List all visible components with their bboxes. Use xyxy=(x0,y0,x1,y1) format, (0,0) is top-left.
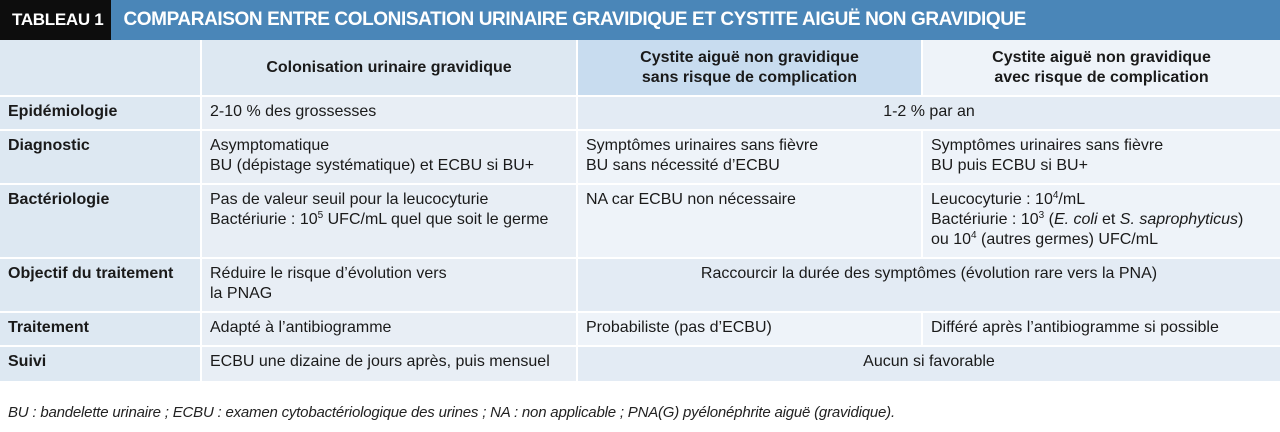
cell-line: Pas de valeur seuil pour la leucocyturie xyxy=(210,191,489,208)
cell-line xyxy=(931,210,1272,230)
text-part: et xyxy=(1097,211,1120,228)
cell-line xyxy=(210,210,568,230)
row-label: Objectif du traitement xyxy=(0,258,201,312)
row-label: Epidémiologie xyxy=(0,96,201,130)
cell-line xyxy=(931,230,1272,250)
cell-line: la PNAG xyxy=(210,285,273,302)
species-name: S. saprophyticus xyxy=(1119,211,1239,228)
text-part: /mL xyxy=(1058,191,1086,208)
cell-epidemiologie-col23: 1-2 % par an xyxy=(577,96,1280,130)
cell-line: Asymptomatique xyxy=(210,137,330,154)
cell-traitement-col3: Différé après l’antibiogramme si possible xyxy=(922,312,1280,346)
cell-diagnostic-col3 xyxy=(922,130,1280,184)
row-label: Diagnostic xyxy=(0,130,201,184)
table-number-tag: TABLEAU 1 xyxy=(0,0,111,40)
cell-line: Symptômes urinaires sans fièvre xyxy=(586,137,819,154)
row-epidemiologie xyxy=(0,96,1280,130)
cell-line: BU (dépistage systématique) et ECBU si BU+ xyxy=(210,157,535,174)
header-colonisation: Colonisation urinaire gravidique xyxy=(201,40,577,96)
header-cystite-sans-risque xyxy=(577,40,922,96)
cell-line: BU puis ECBU si BU+ xyxy=(931,157,1088,174)
table-footnote: BU : bandelette urinaire ; ECBU : examen cytobactériologique des urines ; NA : non applicable ; PNA(G) pyélonéphrite aiguë (gravidique). xyxy=(8,404,895,421)
cell-line: Symptômes urinaires sans fièvre xyxy=(931,137,1164,154)
row-bacteriologie xyxy=(0,184,1280,258)
row-label: Suivi xyxy=(0,346,201,382)
cell-diagnostic-col1 xyxy=(201,130,577,184)
cell-epidemiologie-col1: 2-10 % des grossesses xyxy=(201,96,577,130)
cell-line: BU sans nécessité d’ECBU xyxy=(586,157,780,174)
species-name: E. coli xyxy=(1053,211,1098,228)
cell-traitement-col2: Probabiliste (pas d’ECBU) xyxy=(577,312,922,346)
cell-traitement-col1: Adapté à l’antibiogramme xyxy=(201,312,577,346)
exponent: 3 xyxy=(1038,210,1045,221)
header-empty-cell xyxy=(0,40,201,96)
header-col3-line1: Cystite aiguë non gravidique xyxy=(992,48,1211,66)
header-col3-line2: avec risque de complication xyxy=(994,68,1209,86)
header-cystite-avec-risque xyxy=(922,40,1280,96)
header-col2-line2: sans risque de complication xyxy=(641,68,858,86)
cell-diagnostic-col2 xyxy=(577,130,922,184)
text-part: (autres germes) UFC/mL xyxy=(976,231,1158,248)
header-row xyxy=(0,40,1280,96)
text-part: Bactériurie : 10 xyxy=(210,211,318,228)
text-part: ( xyxy=(1044,211,1054,228)
exponent: 4 xyxy=(1052,190,1059,201)
cell-line xyxy=(931,190,1272,210)
text-part: Bactériurie : 10 xyxy=(931,211,1039,228)
table-title-bar xyxy=(0,0,1280,40)
comparison-table xyxy=(0,40,1280,383)
text-part: Leucocyturie : 10 xyxy=(931,191,1053,208)
row-diagnostic xyxy=(0,130,1280,184)
exponent: 5 xyxy=(317,210,324,221)
text-part: ) xyxy=(1238,211,1244,228)
cell-suivi-col1: ECBU une dizaine de jours après, puis mensuel xyxy=(201,346,577,382)
row-suivi xyxy=(0,346,1280,382)
row-label: Bactériologie xyxy=(0,184,201,258)
cell-line: Réduire le risque d’évolution vers xyxy=(210,265,447,282)
row-traitement xyxy=(0,312,1280,346)
text-part: ou 10 xyxy=(931,231,972,248)
cell-bacteriologie-col2: NA car ECBU non nécessaire xyxy=(577,184,922,258)
header-col2-line1: Cystite aiguë non gravidique xyxy=(640,48,859,66)
cell-objectif-col1 xyxy=(201,258,577,312)
table-title: COMPARAISON ENTRE COLONISATION URINAIRE GRAVIDIQUE ET CYSTITE AIGUË NON GRAVIDIQUE xyxy=(123,9,1026,30)
cell-objectif-col23: Raccourcir la durée des symptômes (évolution rare vers la PNA) xyxy=(577,258,1280,312)
exponent: 4 xyxy=(971,230,977,241)
cell-bacteriologie-col3 xyxy=(922,184,1280,258)
row-objectif xyxy=(0,258,1280,312)
text-part: UFC/mL quel que soit le germe xyxy=(323,211,549,228)
row-label: Traitement xyxy=(0,312,201,346)
cell-suivi-col23: Aucun si favorable xyxy=(577,346,1280,382)
cell-bacteriologie-col1 xyxy=(201,184,577,258)
